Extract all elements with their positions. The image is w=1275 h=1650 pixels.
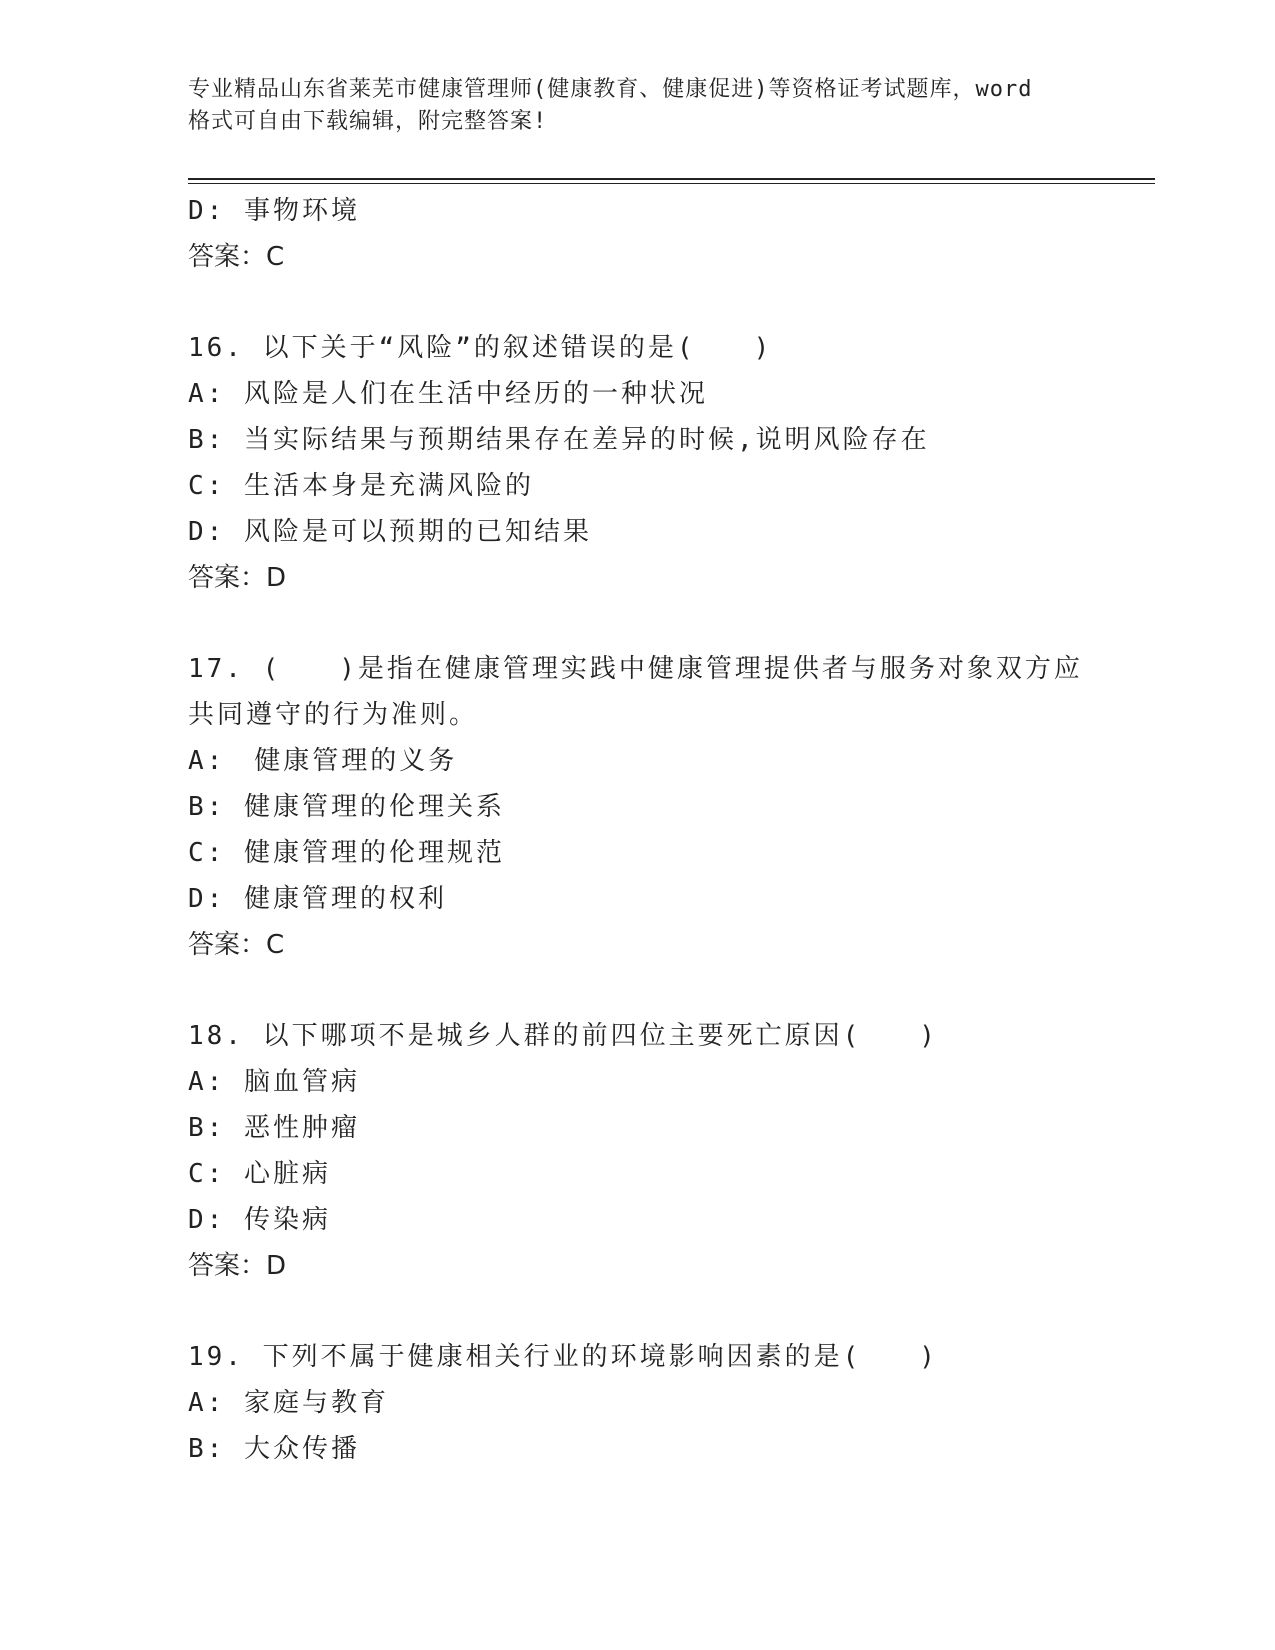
header-line-1: 专业精品山东省莱芜市健康管理师(健康教育、健康促进)等资格证考试题库，word [188,77,1033,102]
option-d: D: 健康管理的权利 [188,884,447,914]
spacer [188,601,1168,646]
option-a: A: 脑血管病 [188,1067,360,1097]
page-header [188,74,1088,138]
header-rule-thin [188,183,1155,184]
option-a: A: 风险是人们在生活中经历的一种状况 [188,379,708,409]
spacer [188,1289,1168,1334]
option-c: C: 心脏病 [188,1159,331,1189]
question-stem: 18. 以下哪项不是城乡人群的前四位主要死亡原因( ) [188,1021,938,1051]
question-stem: 16. 以下关于“风险”的叙述错误的是( ) [188,333,773,363]
question-list [188,188,1168,1472]
question-stem: 17. ( )是指在健康管理实践中健康管理提供者与服务对象双方应 [188,654,1083,684]
option-c: C: 健康管理的伦理规范 [188,838,505,868]
question-stem: 19. 下列不属于健康相关行业的环境影响因素的是( ) [188,1342,938,1372]
option-b: B: 恶性肿瘤 [188,1113,360,1143]
option-a: A: 健康管理的义务 [188,746,458,776]
spacer [188,968,1168,1013]
answer-line: 答案：D [188,563,287,593]
spacer [188,280,1168,325]
header-rule-thick [188,178,1155,180]
option-a: A: 家庭与教育 [188,1388,389,1418]
header-line-2: 格式可自由下载编辑，附完整答案! [188,109,548,134]
option-b: B: 健康管理的伦理关系 [188,792,505,822]
question-stem-continued: 共同遵守的行为准则。 [188,700,479,730]
option-b: B: 当实际结果与预期结果存在差异的时候,说明风险存在 [188,425,930,455]
answer-line: 答案：C [188,242,285,272]
option-d: D: 风险是可以预期的已知结果 [188,517,592,547]
option-d: D: 事物环境 [188,196,360,226]
option-d: D: 传染病 [188,1205,331,1235]
answer-line: 答案：C [188,930,285,960]
answer-line: 答案：D [188,1251,287,1281]
option-c: C: 生活本身是充满风险的 [188,471,534,501]
option-b: B: 大众传播 [188,1434,360,1464]
